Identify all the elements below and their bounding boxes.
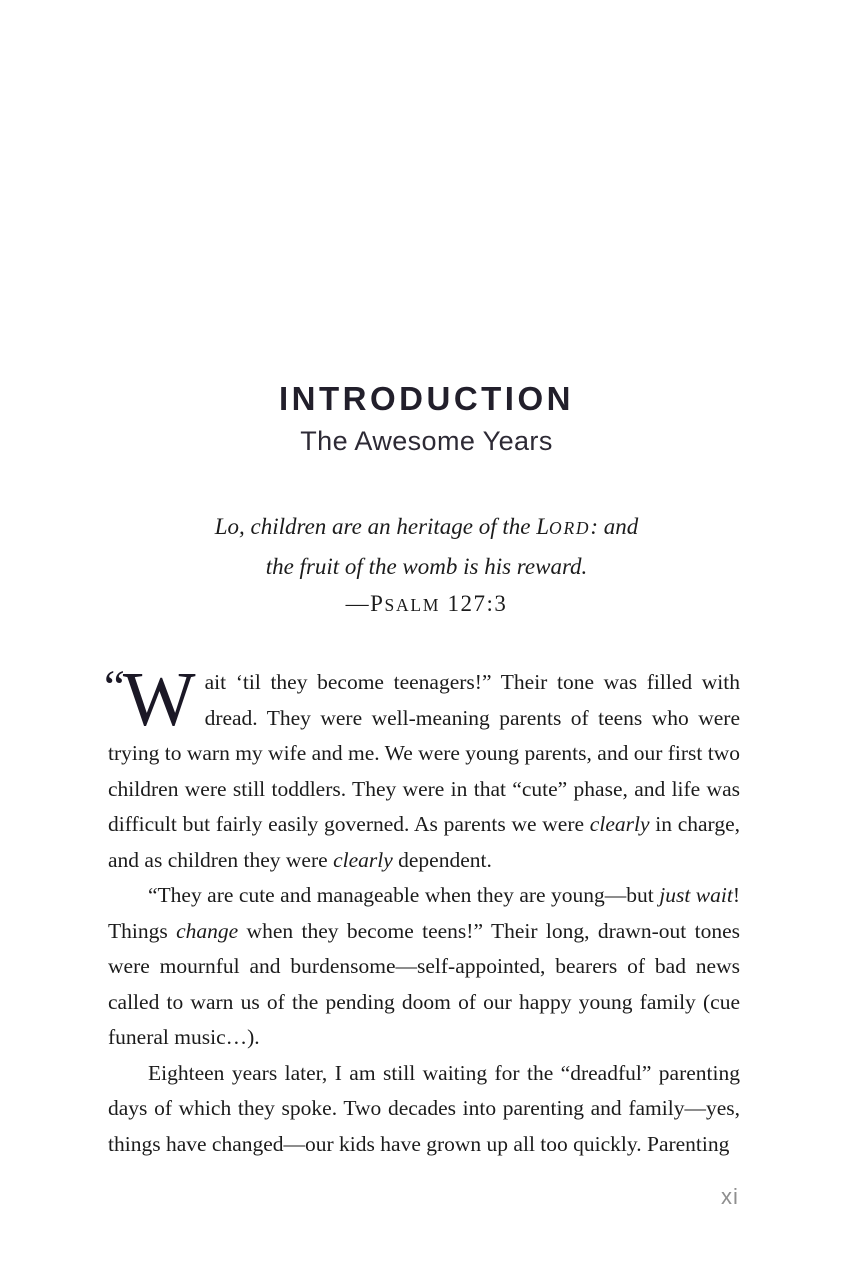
paragraph-2 [108,878,740,1056]
body-text [104,656,740,1162]
chapter-title: INTRODUCTION [279,380,574,417]
paragraph-1-text: ait ‘til they become teenagers!” Their tone was filled with dread. They were well-meaning parents of teens who were trying to warn my wife and me. We were young parents, and our first two children were still toddlers. They were in that “cute” phase, and life was difficult but fairly easily governed. As parents we were clearly in charge, and as children they were clearly dependent. [108,670,740,872]
epigraph-attribution: —PSALM 127:3 [345,591,508,616]
paragraph-3-text: Eighteen years later, I am still waiting for the “dreadful” parenting days of which they spoke. Two decades into parenting and family—yes, things have changed—our kids have grown up all too quickly. Parenting [108,1060,740,1156]
paragraph-1 [104,656,740,878]
paragraph-2-text: “They are cute and manageable when they are young—but just wait! Things change when they become teens!” Their long, drawn-out tones were mournful and burdensome—self-appointed, bearers of bad news called to warn us of the pending doom of our happy young family (cue funeral music…). [108,883,740,1049]
page-number: xi [721,1184,739,1209]
epigraph-line-2: the fruit of the womb is his reward. [265,553,588,579]
opening-quote-mark: “ [104,661,122,713]
drop-cap-group [104,656,196,742]
chapter-subtitle: The Awesome Years [300,426,553,456]
epigraph [0,508,853,625]
drop-cap-letter: W [122,656,196,742]
epigraph-line-1: Lo, children are an heritage of the LORD: and [214,514,639,539]
paragraph-3 [108,1056,740,1163]
chapter-heading [0,380,853,457]
